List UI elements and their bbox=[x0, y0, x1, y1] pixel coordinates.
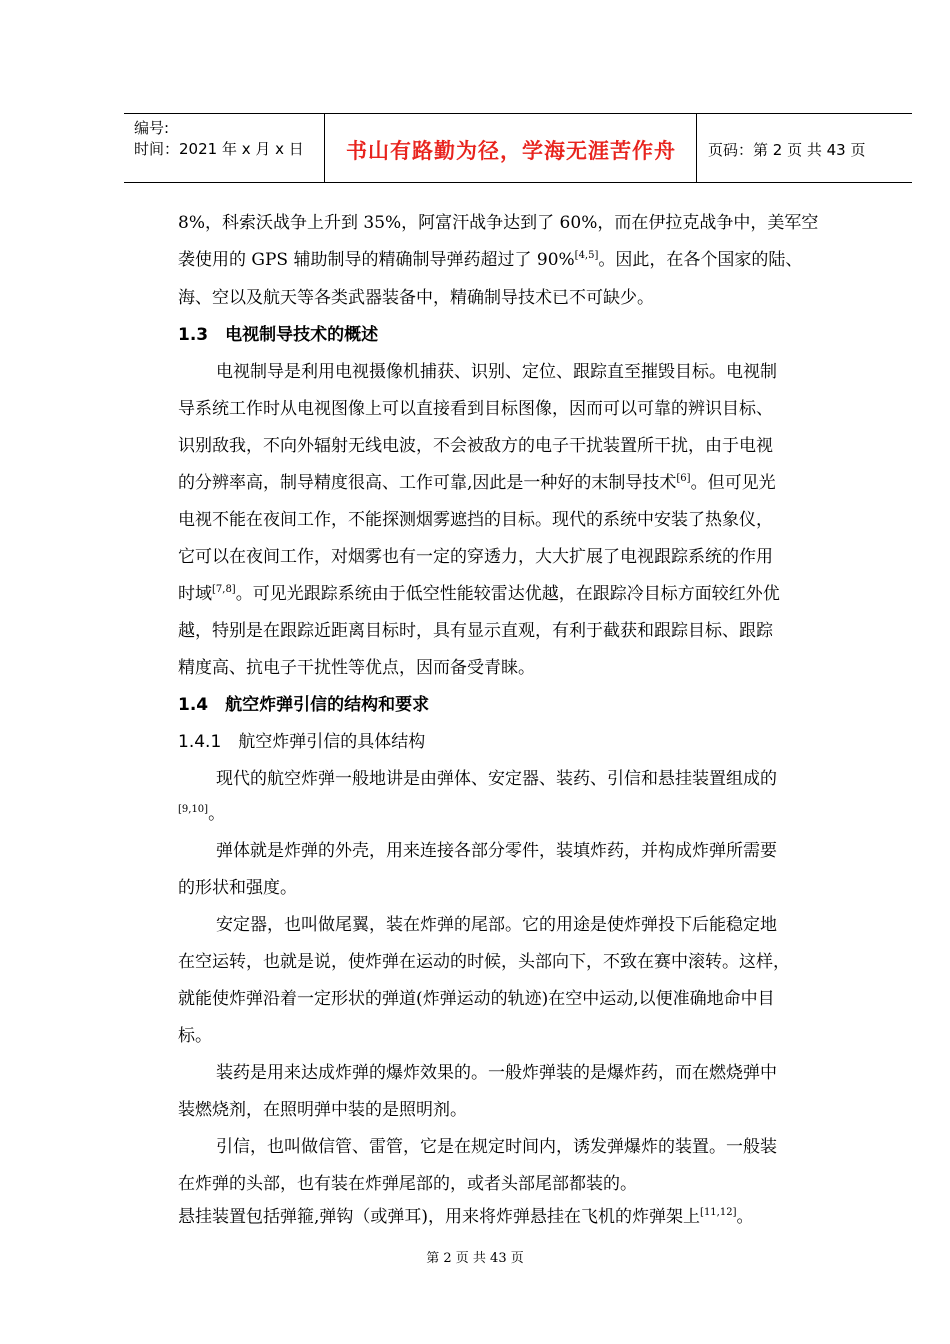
citation: [11,12] bbox=[700, 1207, 737, 1218]
text-line: 在炸弹的头部，也有装在炸弹尾部的，或者头部尾部都装的。 bbox=[178, 1174, 637, 1194]
header-page-label: 页码：第 2 页 共 43 页 bbox=[708, 141, 866, 159]
subsection-heading-1-4-1: 1.4.1 航空炸弹引信的具体结构 bbox=[178, 732, 426, 752]
text-line: 装燃烧剂，在照明弹中装的是照明剂。 bbox=[178, 1100, 467, 1120]
page-header bbox=[124, 113, 912, 183]
text-line: 装药是用来达成炸弹的爆炸效果的。一般炸弹装的是爆炸药，而在燃烧弹中 bbox=[216, 1063, 777, 1083]
header-divider bbox=[696, 114, 697, 182]
citation: [9,10] bbox=[178, 804, 209, 815]
header-motto: 书山有路勤为径，学海无涯苦作舟 bbox=[346, 139, 676, 163]
citation: [7,8] bbox=[212, 584, 236, 595]
text-line: 弹体就是炸弹的外壳，用来连接各部分零件，装填炸药，并构成炸弹所需要 bbox=[216, 841, 777, 861]
text-line: 精度高、抗电子干扰性等优点，因而备受青睐。 bbox=[178, 658, 535, 678]
text-line: 的分辨率高，制导精度很高、工作可靠,因此是一种好的末制导技术[6]。但可见光 bbox=[178, 473, 776, 493]
text-line: 现代的航空炸弹一般地讲是由弹体、安定器、装药、引信和悬挂装置组成的 bbox=[216, 769, 777, 789]
text-line: 导系统工作时从电视图像上可以直接看到目标图像，因而可以可靠的辨识目标、 bbox=[178, 399, 773, 419]
text-line: 越，特别是在跟踪近距离目标时，具有显示直观，有利于截获和跟踪目标、跟踪 bbox=[178, 621, 773, 641]
page-footer: 第 2 页 共 43 页 bbox=[426, 1251, 524, 1266]
text-line: 袭使用的 GPS 辅助制导的精确制导弹药超过了 90%[4,5]。因此，在各个国家的陆、 bbox=[178, 250, 803, 270]
text-line: 就能使炸弹沿着一定形状的弹道(炸弹运动的轨迹)在空中运动,以便准确地命中目 bbox=[178, 989, 775, 1009]
text-line: 电视不能在夜间工作，不能探测烟雾遮挡的目标。现代的系统中安装了热象仪， bbox=[178, 510, 773, 530]
text-line: 在空运转，也就是说，使炸弹在运动的时候，头部向下，不致在赛中滚转。这样， bbox=[178, 952, 790, 972]
header-meta bbox=[134, 118, 304, 160]
section-heading-1-4: 1.4 航空炸弹引信的结构和要求 bbox=[178, 695, 430, 715]
text-line: 识别敌我，不向外辐射无线电波，不会被敌方的电子干扰装置所干扰，由于电视 bbox=[178, 436, 773, 456]
text-line: 海、空以及航天等各类武器装备中，精确制导技术已不可缺少。 bbox=[178, 288, 654, 308]
text-line: 电视制导是利用电视摄像机捕获、识别、定位、跟踪直至摧毁目标。电视制 bbox=[216, 362, 777, 382]
header-number-label: 编号: bbox=[134, 119, 170, 137]
citation: [6] bbox=[676, 473, 691, 484]
text-line: 它可以在夜间工作，对烟雾也有一定的穿透力，大大扩展了电视跟踪系统的作用 bbox=[178, 547, 773, 567]
text-line: 悬挂装置包括弹箍,弹钩（或弹耳)，用来将炸弹悬挂在飞机的炸弹架上[11,12]。 bbox=[178, 1207, 754, 1227]
text-line: 时域[7,8]。可见光跟踪系统由于低空性能较雷达优越，在跟踪冷目标方面较红外优 bbox=[178, 584, 780, 604]
text-line: 的形状和强度。 bbox=[178, 878, 297, 898]
text-line: 标。 bbox=[178, 1026, 212, 1046]
text-line: [9,10]。 bbox=[178, 804, 226, 824]
header-divider bbox=[324, 114, 325, 182]
section-heading-1-3: 1.3 电视制导技术的概述 bbox=[178, 325, 379, 345]
text-line: 安定器，也叫做尾翼，装在炸弹的尾部。它的用途是使炸弹投下后能稳定地 bbox=[216, 915, 777, 935]
text-line: 8%，科索沃战争上升到 35%，阿富汗战争达到了 60%，而在伊拉克战争中，美军空 bbox=[178, 213, 819, 233]
citation: [4,5] bbox=[574, 250, 599, 261]
header-time-label: 时间：2021 年 x 月 x 日 bbox=[134, 140, 304, 158]
text-line: 引信，也叫做信管、雷管，它是在规定时间内，诱发弹爆炸的装置。一般装 bbox=[216, 1137, 777, 1157]
